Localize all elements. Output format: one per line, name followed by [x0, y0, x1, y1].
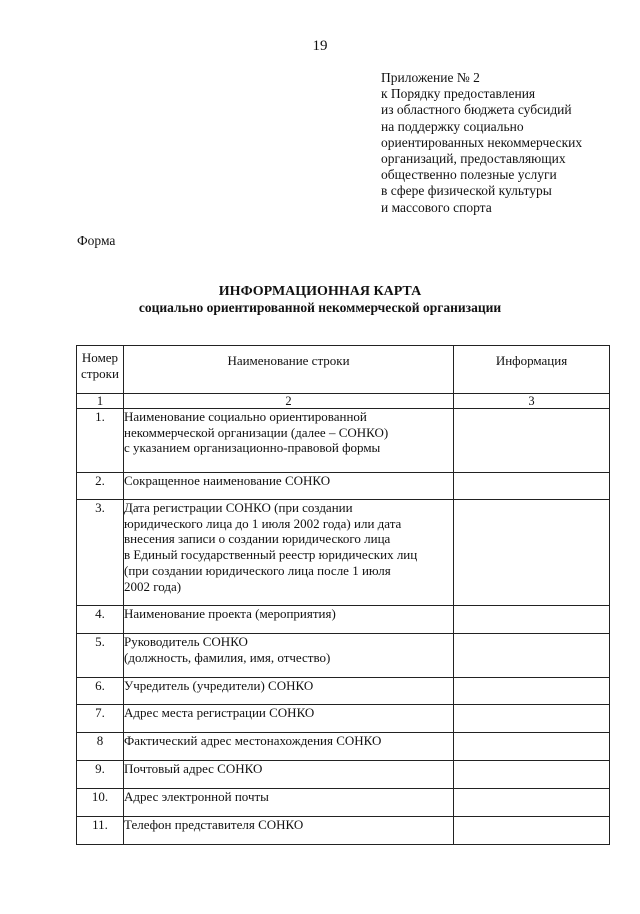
appendix-line: в сфере физической культуры — [381, 183, 552, 199]
column-index: 1 — [77, 394, 124, 409]
appendix-line: общественно полезные услуги — [381, 167, 557, 183]
row-name-line: Сокращенное наименование СОНКО — [124, 473, 331, 488]
row-name-line: Учредитель (учредители) СОНКО — [124, 678, 314, 693]
column-index: 2 — [124, 394, 454, 409]
row-name-line: 2002 года) — [124, 578, 182, 594]
row-name-line: внесения записи о создании юридического лица — [124, 531, 391, 547]
row-info-field[interactable] — [454, 789, 610, 817]
appendix-line: из областного бюджета субсидий — [381, 102, 572, 118]
table-row — [77, 678, 610, 705]
row-number: 7. — [77, 705, 124, 733]
appendix-line: организаций, предоставляющих — [381, 151, 566, 167]
row-name — [124, 705, 454, 733]
row-info-field[interactable] — [454, 606, 610, 634]
table-row — [77, 789, 610, 817]
table-row — [77, 705, 610, 733]
row-name-line: (должность, фамилия, имя, отчество) — [124, 649, 331, 665]
table-row — [77, 409, 610, 473]
appendix-line: Приложение № 2 — [381, 70, 480, 85]
table-row — [77, 606, 610, 634]
form-label: Форма — [77, 233, 116, 248]
appendix-line: ориентированных некоммерческих — [381, 134, 583, 150]
row-name — [124, 678, 454, 705]
row-info-field[interactable] — [454, 733, 610, 761]
appendix-block — [381, 70, 631, 216]
row-number: 3. — [77, 500, 124, 606]
document-title: ИНФОРМАЦИОННАЯ КАРТА — [218, 284, 422, 299]
header-number-line2: строки — [81, 365, 119, 381]
table-row — [77, 761, 610, 789]
row-name-line: Руководитель СОНКО — [124, 634, 248, 649]
row-name — [124, 634, 454, 678]
row-info-field[interactable] — [454, 500, 610, 606]
appendix-line: к Порядку предоставления — [381, 86, 536, 102]
row-number: 8 — [77, 733, 124, 761]
row-number: 2. — [77, 473, 124, 500]
header-name: Наименование строки — [124, 346, 454, 394]
row-name — [124, 500, 454, 606]
row-name — [124, 789, 454, 817]
row-info-field[interactable] — [454, 634, 610, 678]
row-name — [124, 733, 454, 761]
header-info: Информация — [454, 346, 610, 394]
row-name — [124, 473, 454, 500]
column-index-row — [77, 394, 610, 409]
row-name-line: Наименование проекта (мероприятия) — [124, 606, 336, 621]
row-name-line: Адрес места регистрации СОНКО — [124, 705, 315, 720]
document-subtitle: социально ориентированной некоммерческой организации — [138, 300, 502, 315]
info-card-table — [76, 345, 610, 845]
row-name — [124, 817, 454, 845]
row-name-line: с указанием организационно-правовой формы — [124, 440, 381, 456]
row-name — [124, 761, 454, 789]
header-number-line1: Номер — [81, 350, 119, 365]
row-name-line: Почтовый адрес СОНКО — [124, 761, 263, 776]
row-name-line: некоммерческой организации (далее – СОНКО) — [124, 424, 389, 440]
row-number: 5. — [77, 634, 124, 678]
column-index: 3 — [454, 394, 610, 409]
row-number: 6. — [77, 678, 124, 705]
row-name — [124, 409, 454, 473]
table-row — [77, 634, 610, 678]
table-row — [77, 733, 610, 761]
row-name-line: Телефон представителя СОНКО — [124, 817, 304, 832]
row-name-line: Фактический адрес местонахождения СОНКО — [124, 733, 382, 748]
appendix-line: на поддержку социально — [381, 118, 524, 134]
row-name-line: в Единый государственный реестр юридических лиц — [124, 547, 418, 563]
row-number: 4. — [77, 606, 124, 634]
row-info-field[interactable] — [454, 761, 610, 789]
row-name-line: Адрес электронной почты — [124, 789, 269, 804]
table-row — [77, 817, 610, 845]
row-info-field[interactable] — [454, 705, 610, 733]
row-number: 1. — [77, 409, 124, 473]
page-number: 19 — [312, 38, 328, 54]
appendix-line: и массового спорта — [381, 199, 492, 215]
row-number: 10. — [77, 789, 124, 817]
row-name-line: Дата регистрации СОНКО (при создании — [124, 500, 353, 515]
row-name — [124, 606, 454, 634]
table-row — [77, 473, 610, 500]
row-name-line: (при создании юридического лица после 1 июля — [124, 562, 391, 578]
header-number — [77, 346, 124, 394]
row-info-field[interactable] — [454, 817, 610, 845]
row-name-line: юридического лица до 1 июля 2002 года) или дата — [124, 515, 402, 531]
row-info-field[interactable] — [454, 473, 610, 500]
row-info-field[interactable] — [454, 678, 610, 705]
table-header-row — [77, 346, 610, 394]
row-info-field[interactable] — [454, 409, 610, 473]
row-number: 11. — [77, 817, 124, 845]
table-row — [77, 500, 610, 606]
row-number: 9. — [77, 761, 124, 789]
row-name-line: Наименование социально ориентированной — [124, 409, 367, 424]
